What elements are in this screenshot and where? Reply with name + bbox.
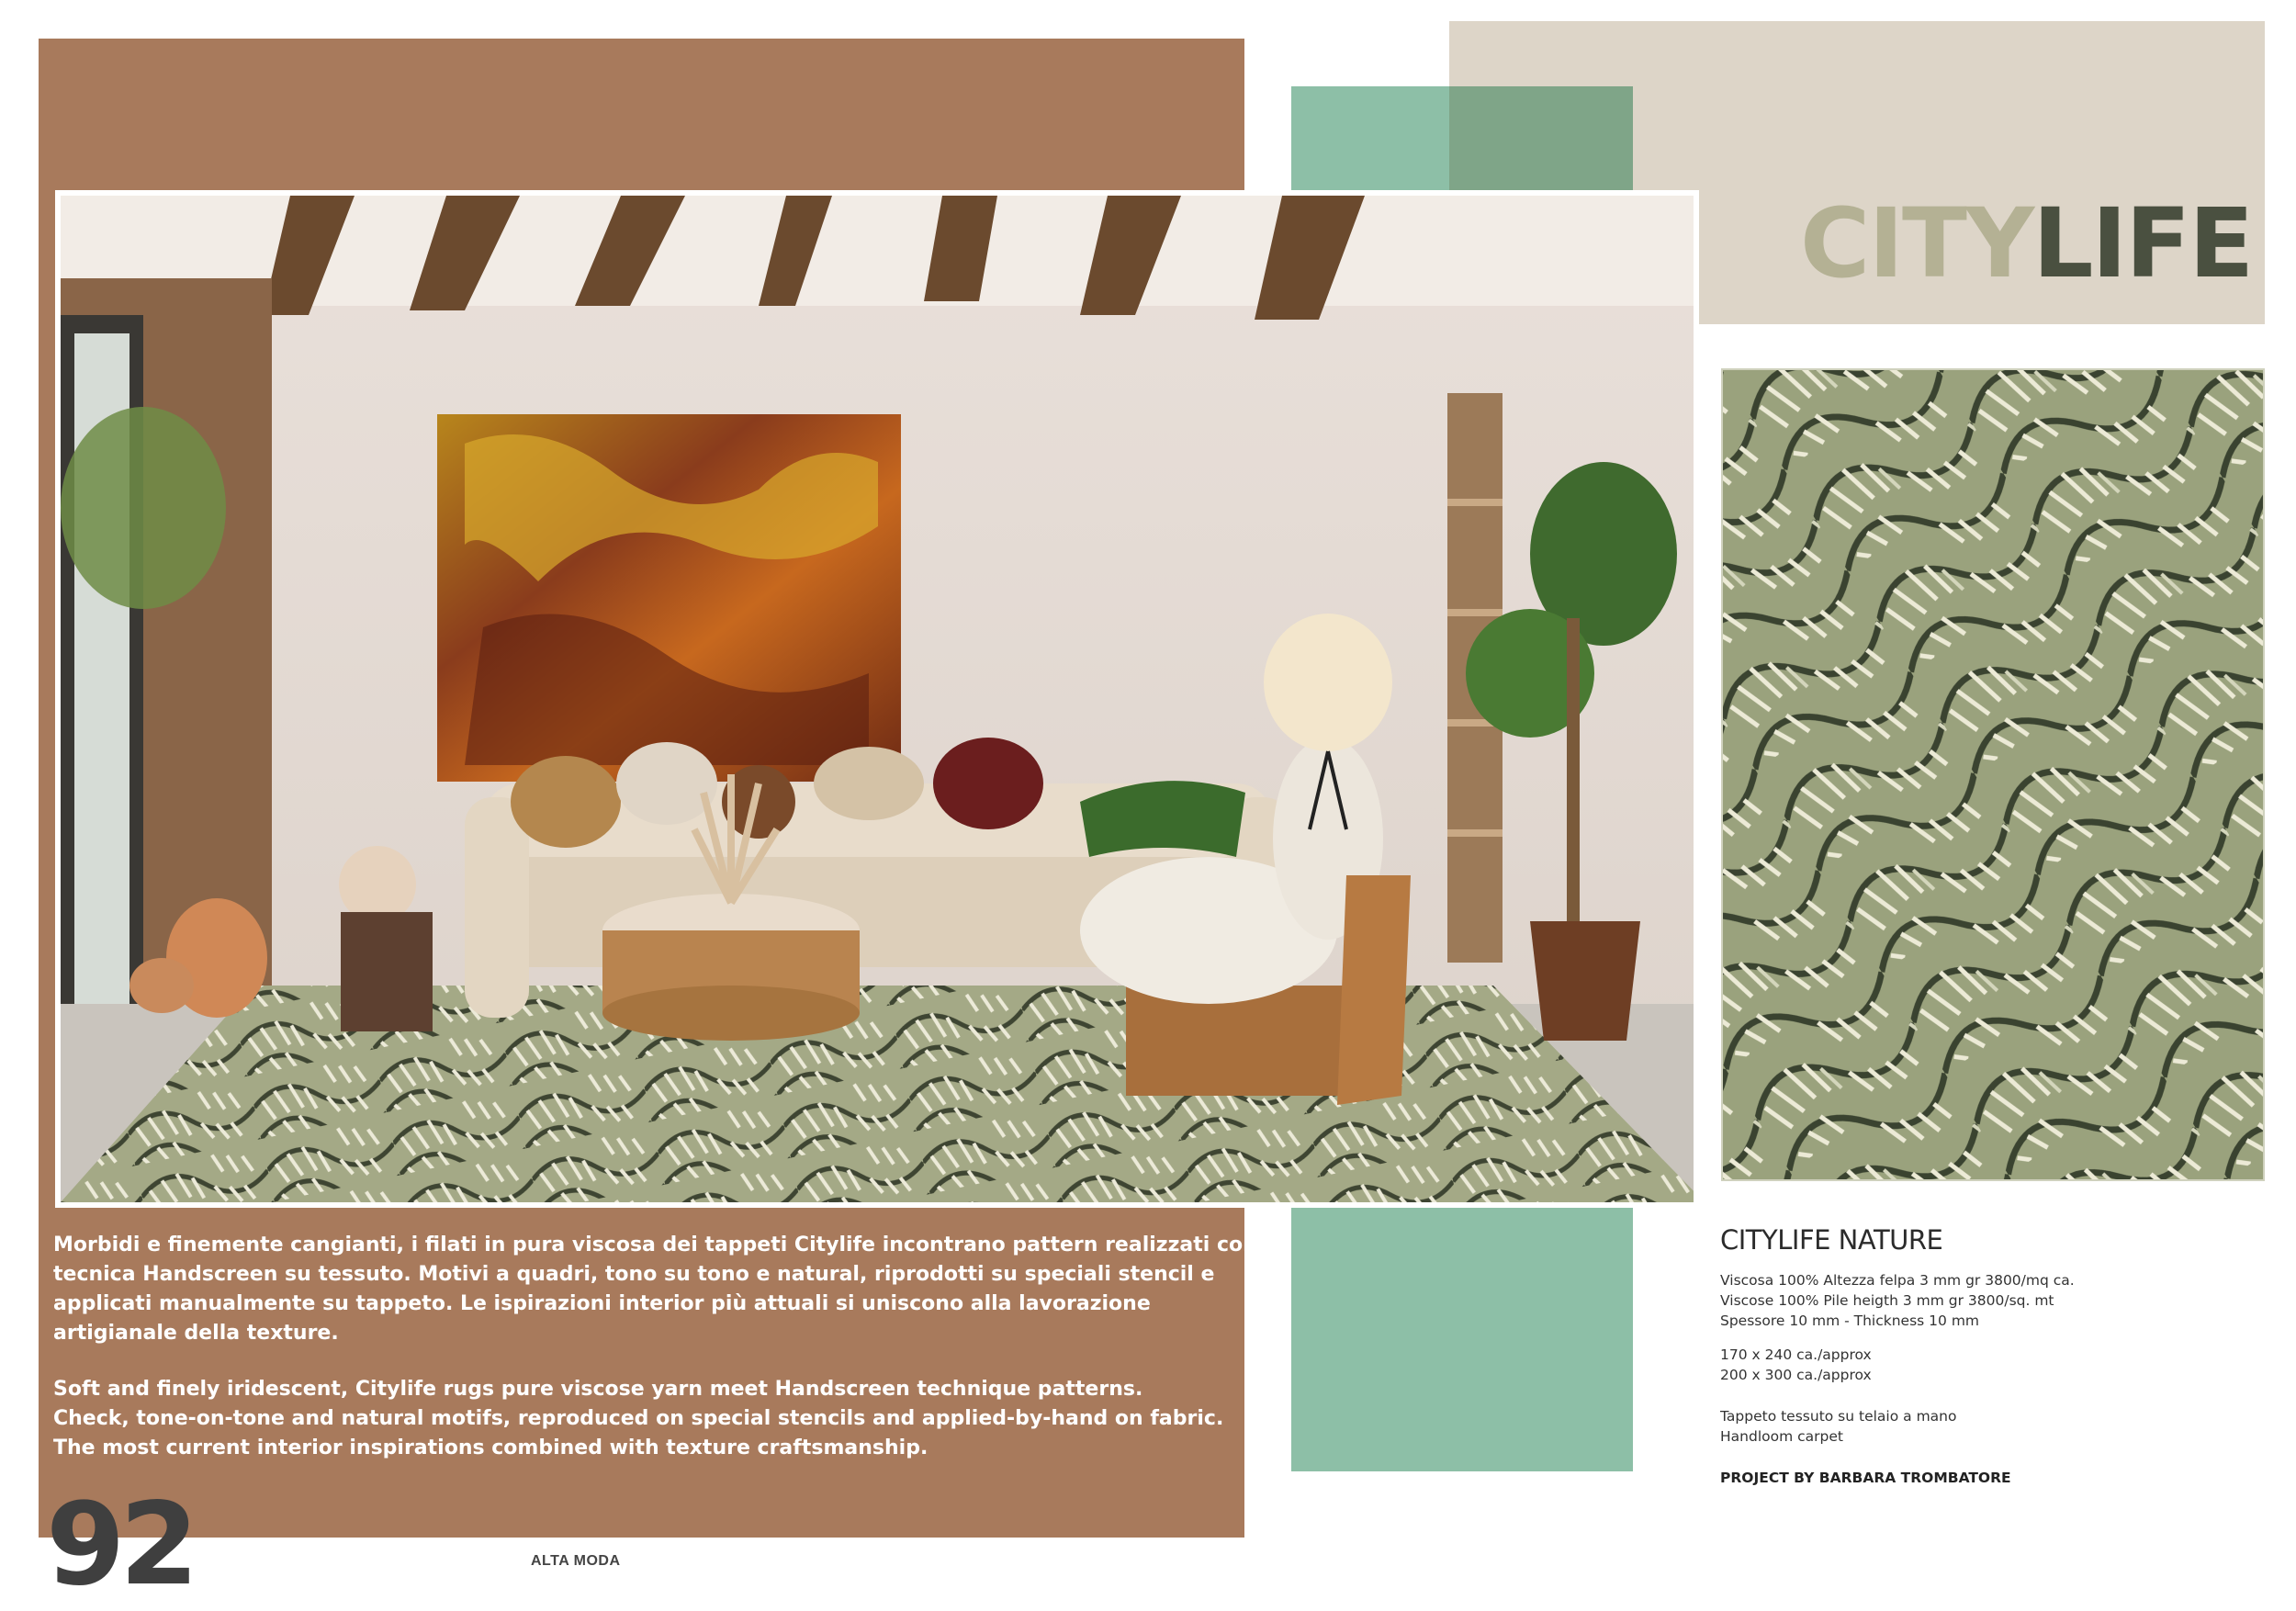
brand-title-light: CITY <box>1800 187 2033 299</box>
footer-brand: ALTA MODA <box>531 1553 621 1569</box>
description-italian-line: artigianale della texture. <box>53 1322 339 1345</box>
brand-title-dark: LIFE <box>2032 187 2253 299</box>
spec-line: 200 x 300 ca./approx <box>1720 1367 1872 1383</box>
description-english-line: Check, tone-on-tone and natural motifs, reproduced on special stencils and applied-by-hand on fabric. <box>53 1407 1224 1430</box>
teal-accent-block-bottom <box>1291 1185 1633 1471</box>
page-number: 92 <box>46 1479 194 1611</box>
description-italian-line: tecnica Handscreen su tessuto. Motivi a quadri, tono su tono e natural, riprodotti su speciali stencil e <box>53 1263 1215 1286</box>
material-specs <box>1720 1270 2075 1331</box>
product-name: CITYLIFE NATURE <box>1720 1224 1943 1256</box>
spec-line: Viscosa 100% Altezza felpa 3 mm gr 3800/mq ca. <box>1720 1272 2075 1289</box>
spec-line: Handloom carpet <box>1720 1428 1843 1445</box>
description-english-line: Soft and finely iridescent, Citylife rugs pure viscose yarn meet Handscreen technique patterns. <box>53 1378 1143 1401</box>
description-italian-line: applicati manualmente su tappeto. Le ispirazioni interior più attuali si uniscono alla lavorazione <box>53 1292 1151 1315</box>
spec-line: Tappeto tessuto su telaio a mano <box>1720 1408 1957 1425</box>
description-italian-line: Morbidi e finemente cangianti, i filati in pura viscosa dei tappeti Citylife incontrano pattern realizzati con <box>53 1234 1257 1256</box>
rug-product-image <box>1721 368 2265 1181</box>
spec-line: Spessore 10 mm - Thickness 10 mm <box>1720 1312 1980 1329</box>
spec-line: 170 x 240 ca./approx <box>1720 1346 1872 1363</box>
brand-title <box>1800 187 2253 299</box>
room-photo <box>61 196 1694 1202</box>
description-italian <box>53 1231 1257 1348</box>
designer-credit: PROJECT BY BARBARA TROMBATORE <box>1720 1470 2011 1486</box>
description-english-line: The most current interior inspirations combined with texture craftsmanship. <box>53 1436 929 1459</box>
size-specs <box>1720 1345 1872 1385</box>
description-english <box>53 1375 1224 1463</box>
construction-specs <box>1720 1406 1956 1447</box>
spec-line: Viscose 100% Pile heigth 3 mm gr 3800/sq. mt <box>1720 1292 2054 1309</box>
teal-accent-overlap <box>1449 86 1633 195</box>
